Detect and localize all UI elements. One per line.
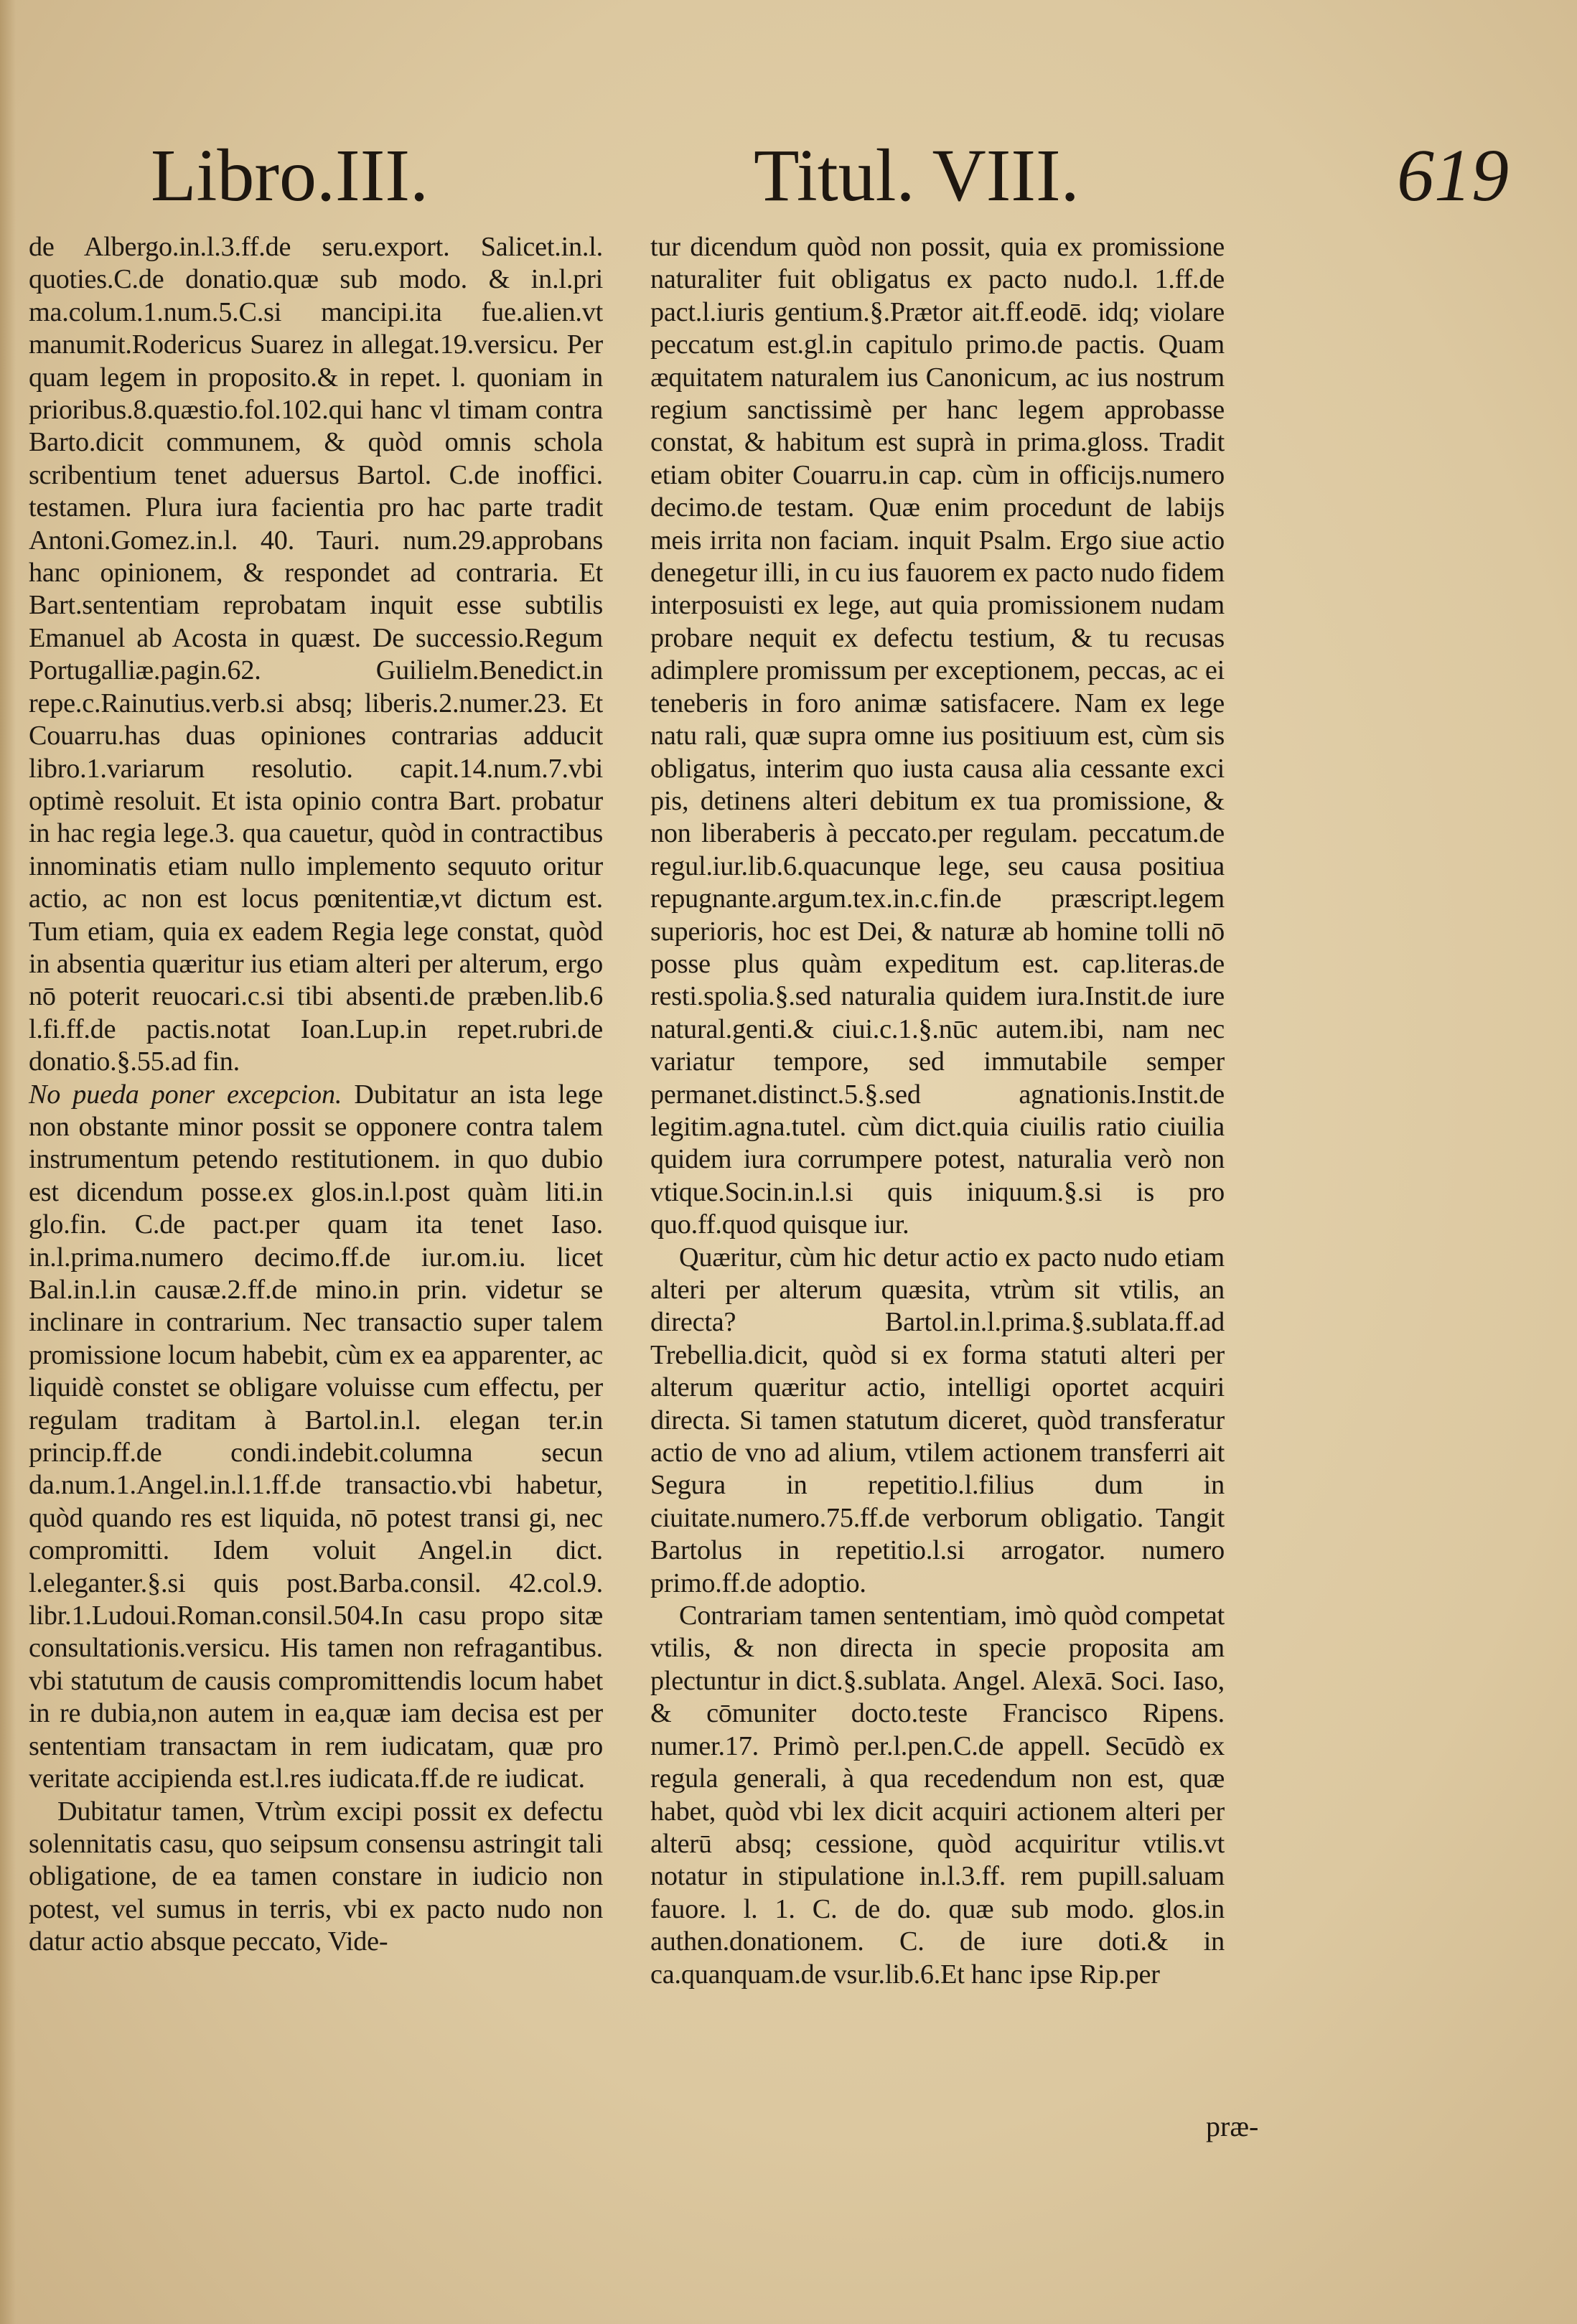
right-paragraph-3: [650, 1600, 1225, 1991]
left-paragraph-2: [29, 1079, 603, 1796]
paragraph-text: Contrariam tamen sententiam, imò quòd competat vtilis, & non directa in specie proposita am plectuntur in dict.§.sublata. Angel. Alexā. Soci. Iaso, & cōmuniter docto.teste Francisco Ripens. numer.17. Primò per.l.pen.C.de appell. Secūdò ex regula generali, à qua recedendum non est, quæ habet, quòd vbi lex dicit acquiri actionem alteri per alterū absq; cessione, quòd acquiritur vtilis.vt notatur in stipulatione in.l.3.ff. rem pupill.saluam fauore. l. 1. C. de do. quæ sub modo. glos.in authen.donationem. C. de iure doti.& in ca.quanquam.de vsur.lib.6.Et hanc ipse Rip.per: [650, 1601, 1225, 1990]
page-gutter-shadow: [0, 0, 16, 2324]
left-paragraph-1: [29, 231, 603, 1079]
paragraph-text: Quæritur, cùm hic detur actio ex pacto nudo etiam alteri per alterum quæsita, vtrùm sit vtilis, an directa? Bartol.in.l.prima.§.sublata.ff.ad Trebellia.dicit, quòd si ex forma statuti alteri per alterum quæritur actio, intelligi oportet acquiri directa. Si tamen statutum diceret, quòd transferatur actio de vno ad alium, vtilem actionem transferri ait Segura in repetitio.l.filius dum in ciuitate.numero.75.ff.de verborum obligatio. Tangit Bartolus in repetitio.l.si arrogator. numero primo.ff.de adoptio.: [650, 1242, 1225, 1598]
marginal-note: No pueda poner excepcion.: [29, 1079, 342, 1110]
paragraph-text: de Albergo.in.l.3.ff.de seru.export. Salicet.in.l. quoties.C.de donatio.quæ sub modo. & in.l.pri ma.colum.1.num.5.C.si mancipi.ita fue.alien.vt manumit.Rodericus Suarez in allegat.19.versicu. Per quam legem in proposito.& in repet. l. quoniam in prioribus.8.quæstio.fol.102.qui hanc vl timam contra Barto.dicit communem, & quòd omnis schola scribentium tenet aduersus Bartol. C.de inoffici. testamen. Plura iura facientia pro hac parte tradit Antoni.Gomez.in.l. 40. Tauri. num.29.approbans hanc opinionem, & respondet ad contraria. Et Bart.sententiam reprobatam inquit esse subtilis Emanuel ab Acosta in quæst. De successio.Regum Portugalliæ.pagin.62. Guilielm.Benedict.in repe.c.Rainutius.verb.si absq; liberis.2.numer.23. Et Couarru.has duas opiniones contrarias adducit libro.1.variarum resolutio. capit.14.num.7.vbi optimè resoluit. Et ista opinio contra Bart. probatur in hac regia lege.3. qua cauetur, quòd in contractibus innominatis etiam nullo implemento sequuto oritur actio, ac non est locus pœnitentiæ,vt dictum est. Tum etiam, quia ex eadem Regia lege constat, quòd in absentia quæritur ius etiam alteri per alterum, ergo nō poterit reuocari.c.si tibi absenti.de præben.lib.6 l.fi.ff.de pactis.notat Ioan.Lup.in repet.rubri.de donatio.§.55.ad fin.: [29, 232, 603, 1077]
left-text-column: [29, 231, 603, 1959]
catchword: præ-: [1206, 2110, 1259, 2142]
left-paragraph-3: [29, 1796, 603, 1959]
running-header: [151, 129, 1509, 222]
paragraph-text: Dubitatur an ista lege non obstante minor possit se opponere contra talem instrumentum petendo restitutionem. in quo dubio est dicendum posse.ex glos.in.l.post quàm liti.in glo.fin. C.de pact.per quam ita tenet Iaso. in.l.prima.numero decimo.ff.de iur.om.iu. licet Bal.in.l.in causæ.2.ff.de mino.in prin. videtur se inclinare in contrarium. Nec transactio super talem promissione locum habebit, cùm ex ea apparenter, ac liquidè constet se obligare voluisse cum effectu, per regulam traditam à Bartol.in.l. elegan ter.in princip.ff.de condi.indebit.columna secun da.num.1.Angel.in.l.1.ff.de transactio.vbi habetur, quòd quando res est liquida, nō potest transi gi, nec compromitti. Idem voluit Angel.in dict. l.eleganter.§.si quis post.Barba.consil. 42.col.9. libr.1.Ludoui.Roman.consil.504.In casu propo sitæ consultationis.versicu. His tamen non refragantibus. vbi statutum de causis compromittendis locum habet in re dubia,non autem in ea,quæ iam decisa est per sententiam transactam in rem iudicatam, quæ pro veritate accipienda est.l.res iudicata.ff.de re iudicat.: [29, 1079, 603, 1794]
running-title-center: Titul. VIII.: [754, 134, 1080, 217]
running-title-left: Libro.III.: [151, 134, 429, 217]
right-text-column: [650, 231, 1225, 1991]
paragraph-text: Dubitatur tamen, Vtrùm excipi possit ex defectu solennitatis casu, quo seipsum consensu astringit tali obligatione, de ea tamen constare in iudicio non potest, vel sumus in terris, vbi ex pacto nudo non datur actio absque peccato, Vide-: [29, 1796, 603, 1957]
right-paragraph-1: [650, 231, 1225, 1242]
right-paragraph-2: [650, 1242, 1225, 1600]
paragraph-text: tur dicendum quòd non possit, quia ex promissione naturaliter fuit obligatus ex pacto nudo.l. 1.ff.de pact.l.iuris gentium.§.Prætor ait.ff.eodē. idq; violare peccatum est.gl.in capitulo primo.de pactis. Quam æquitatem naturalem ius Canonicum, ac ius nostrum regium sanctissimè per hanc legem approbasse constat, & habitum est suprà in prima.gloss. Tradit etiam obiter Couarru.in cap. cùm in officijs.numero decimo.de testam. Quæ enim procedunt de labijs meis irrita non faciam. inquit Psalm. Ergo siue actio denegetur illi, in cu ius fauorem ex pacto nudo fidem interposuisti ex lege, aut quia promissionem nudam probare nequit ex defectu testium, & tu recusas adimplere promissum per exceptionem, peccas, ac ei teneberis in foro animæ satisfacere. Nam ex lege natu rali, quæ supra omne ius positiuum est, cùm sis obligatus, interim quo iusta causa alia cessante exci pis, detinens alteri debitum ex tua promissione, & non liberaberis à peccato.per regulam. peccatum.de regul.iur.lib.6.quacunque lege, seu causa positiua repugnante.argum.tex.in.c.fin.de præscript.legem superioris, hoc est Dei, & naturæ ab homine tolli nō posse plus quàm expeditum est. cap.literas.de resti.spolia.§.sed naturalia quidem iura.Instit.de iure natural.genti.& ciui.c.1.§.nūc autem.ibi, nam nec variatur tempore, sed immutabile semper permanet.distinct.5.§.sed agnationis.Instit.de legitim.agna.tutel. cùm dict.quia ciuilis ratio ciuilia quidem iura corrumpere potest, naturalia verò non vtique.Socin.in.l.si quis iniquum.§.si is pro quo.ff.quod quisque iur.: [650, 232, 1225, 1240]
folio-number: 619: [1397, 134, 1509, 217]
